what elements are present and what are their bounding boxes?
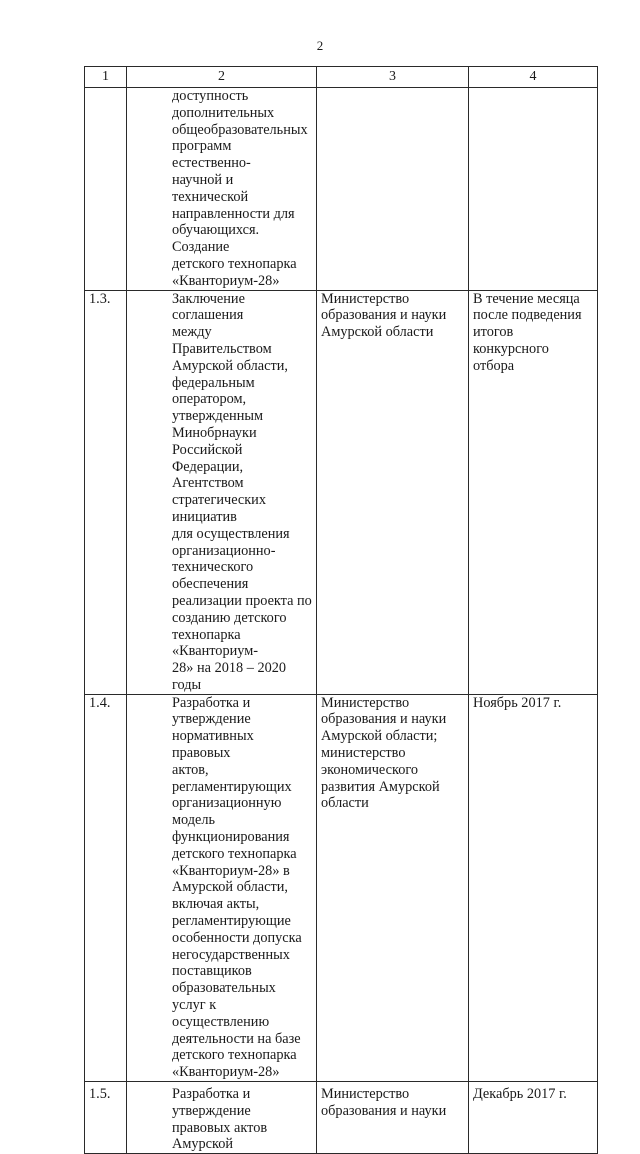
- responsible-cell: Министерство образования и науки Амурской области: [317, 290, 469, 694]
- deadline-cell: [469, 88, 598, 291]
- table-row: [85, 88, 598, 291]
- row-number: 1.3.: [85, 290, 127, 694]
- page-number: 2: [316, 38, 324, 53]
- deadline-cell: В течение месяца после подведения итогов конкурсного отбора: [469, 290, 598, 694]
- row-number: 1.5.: [85, 1082, 127, 1154]
- table-row: [85, 1082, 598, 1154]
- table-row: [85, 694, 598, 1081]
- activity-cell: Заключение соглашения между Правительством Амурской области, федеральным оператором, утвержденным Минобрнауки Российской Федерации, Агентством стратегических инициатив для осуществления организационно- технического обеспечения реализации проекта по созданию детского технопарка «Кванториум- 28» на 2018 – 2020 годы: [127, 290, 317, 694]
- header-col-1: 1: [85, 67, 127, 88]
- row-number: [85, 88, 127, 291]
- table-row: [85, 290, 598, 694]
- plan-table: [84, 66, 598, 1154]
- row-number: 1.4.: [85, 694, 127, 1081]
- table-header-row: [85, 67, 598, 88]
- deadline-cell: Декабрь 2017 г.: [469, 1082, 598, 1154]
- activity-cell: Разработка и утверждение правовых актов Амурской: [127, 1082, 317, 1154]
- header-col-4: 4: [469, 67, 598, 88]
- activity-cell: доступность дополнительных общеобразовательных программ естественно- научной и технической направленности для обучающихся. Создание детского технопарка «Кванториум-28»: [127, 88, 317, 291]
- responsible-cell: Министерство образования и науки Амурской области; министерство экономического развития Амурской области: [317, 694, 469, 1081]
- responsible-cell: Министерство образования и науки: [317, 1082, 469, 1154]
- activity-cell: Разработка и утверждение нормативных правовых актов, регламентирующих организационную модель функционирования детского технопарка «Кванториум-28» в Амурской области, включая акты, регламентирующие особенности допуска негосударственных поставщиков образовательных услуг к осуществлению деятельности на базе детского технопарка «Кванториум-28»: [127, 694, 317, 1081]
- header-col-2: 2: [127, 67, 317, 88]
- responsible-cell: [317, 88, 469, 291]
- header-col-3: 3: [317, 67, 469, 88]
- deadline-cell: Ноябрь 2017 г.: [469, 694, 598, 1081]
